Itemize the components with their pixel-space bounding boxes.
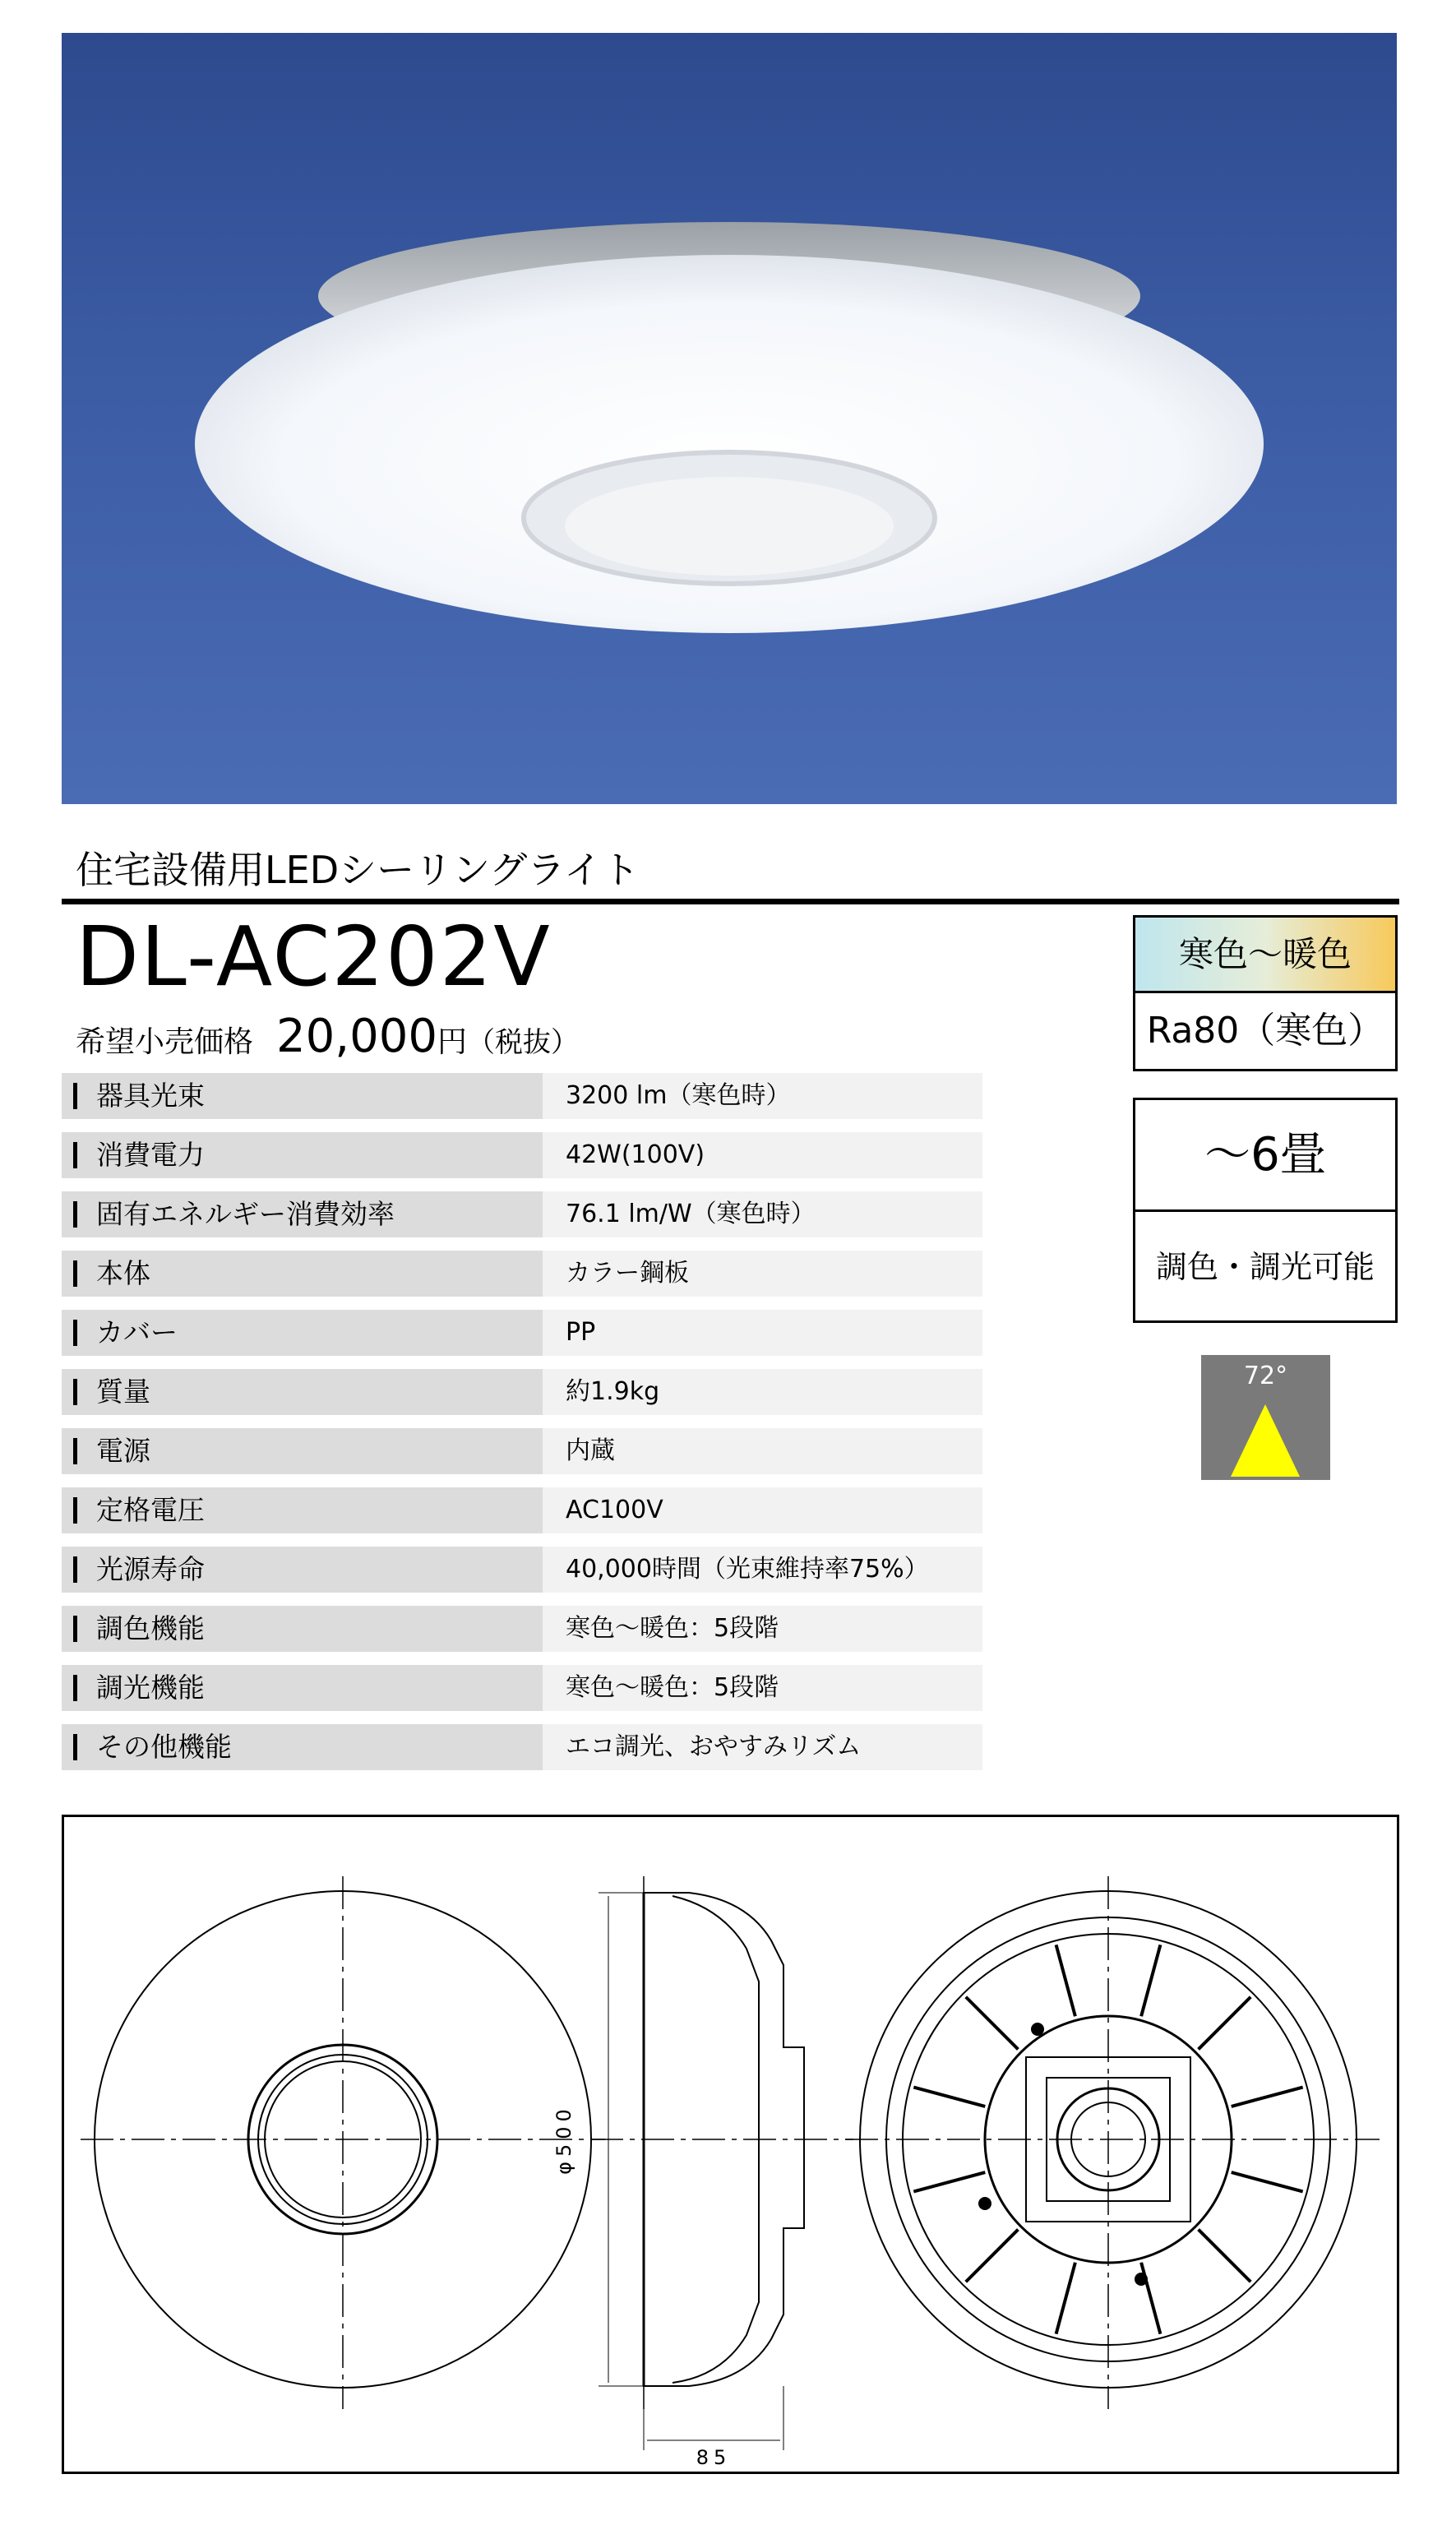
back-view-rib [1199,1997,1251,2050]
price-unit: 円 [437,1025,467,1059]
side-view [590,1876,853,2450]
beam-angle-icon [1201,1355,1330,1480]
technical-drawing [62,1815,1399,2474]
spec-key: 調光機能 [62,1665,543,1711]
spec-row [62,1547,982,1593]
spec-key: 固有エネルギー消費効率 [62,1191,543,1237]
model-number: DL-AC202V [76,909,552,1005]
spec-value: 寒色～暖色：5段階 [543,1606,982,1652]
spec-table [62,1073,982,1783]
spec-value: 内蔵 [543,1428,982,1474]
back-view-rib [1056,2263,1075,2334]
spec-value: AC100V [543,1487,982,1533]
spec-value: 寒色～暖色：5段階 [543,1665,982,1711]
spec-value: 42W(100V) [543,1132,982,1178]
spec-row [62,1724,982,1770]
spec-row [62,1251,982,1297]
spec-row [62,1310,982,1356]
back-view-rib [1232,2172,1303,2191]
spec-key: 電源 [62,1428,543,1474]
spec-key: 器具光束 [62,1073,543,1119]
spec-row [62,1665,982,1711]
title-rule [62,899,1399,904]
spec-key: 調色機能 [62,1606,543,1652]
room-size-badge [1133,1098,1398,1323]
front-view [81,1876,605,2409]
spec-value: エコ調光、おやすみリズム [543,1724,982,1770]
price-tax: （税抜） [466,1026,579,1059]
product-photo [62,33,1397,804]
spec-key: カバー [62,1310,543,1356]
price-line [76,1010,579,1063]
height-dimension: 85 [696,2446,732,2469]
spec-key: 光源寿命 [62,1547,543,1593]
back-view [845,1876,1380,2409]
spec-row [62,1191,982,1237]
spec-key: 消費電力 [62,1132,543,1178]
back-view-rib [1199,2230,1251,2282]
spec-row [62,1073,982,1119]
beam-angle-label: 72° [1243,1362,1288,1390]
spec-row [62,1487,982,1533]
room-feature: 調色・調光可能 [1155,1249,1375,1285]
color-tone-range: 寒色～暖色 [1135,918,1395,993]
spec-value: カラー鋼板 [543,1251,982,1297]
color-tone-badge [1133,915,1398,1071]
back-view-rib [966,1997,1019,2050]
back-view-rib [1232,2088,1303,2106]
back-view-rib [1141,1945,1160,2016]
spec-row [62,1606,982,1652]
price-value: 20,000 [276,1010,437,1063]
spec-value: PP [543,1310,982,1356]
spec-key: 質量 [62,1369,543,1415]
spec-key: その他機能 [62,1724,543,1770]
spec-key: 定格電圧 [62,1487,543,1533]
spec-row [62,1369,982,1415]
back-view-rib [1141,2263,1160,2334]
color-rendering-index: Ra80（寒色） [1146,1010,1384,1052]
spec-value: 約1.9kg [543,1369,982,1415]
back-view-dots [978,2023,1148,2286]
back-view-rib [966,2230,1019,2282]
spec-key: 本体 [62,1251,543,1297]
price-label: 希望小売価格 [76,1025,254,1059]
room-size: ～6畳 [1135,1100,1395,1212]
back-view-rib [913,2172,985,2191]
product-subtitle: 住宅設備用LEDシーリングライト [76,848,640,892]
spec-value: 76.1 lm/W（寒色時） [543,1191,982,1237]
back-view-rib [1056,1945,1075,2016]
spec-row [62,1428,982,1474]
spec-value: 3200 lm（寒色時） [543,1073,982,1119]
diameter-dimension: φ500 [552,2104,575,2175]
back-view-rib [913,2088,985,2106]
spec-row [62,1132,982,1178]
spec-value: 40,000時間（光束維持率75%） [543,1547,982,1593]
